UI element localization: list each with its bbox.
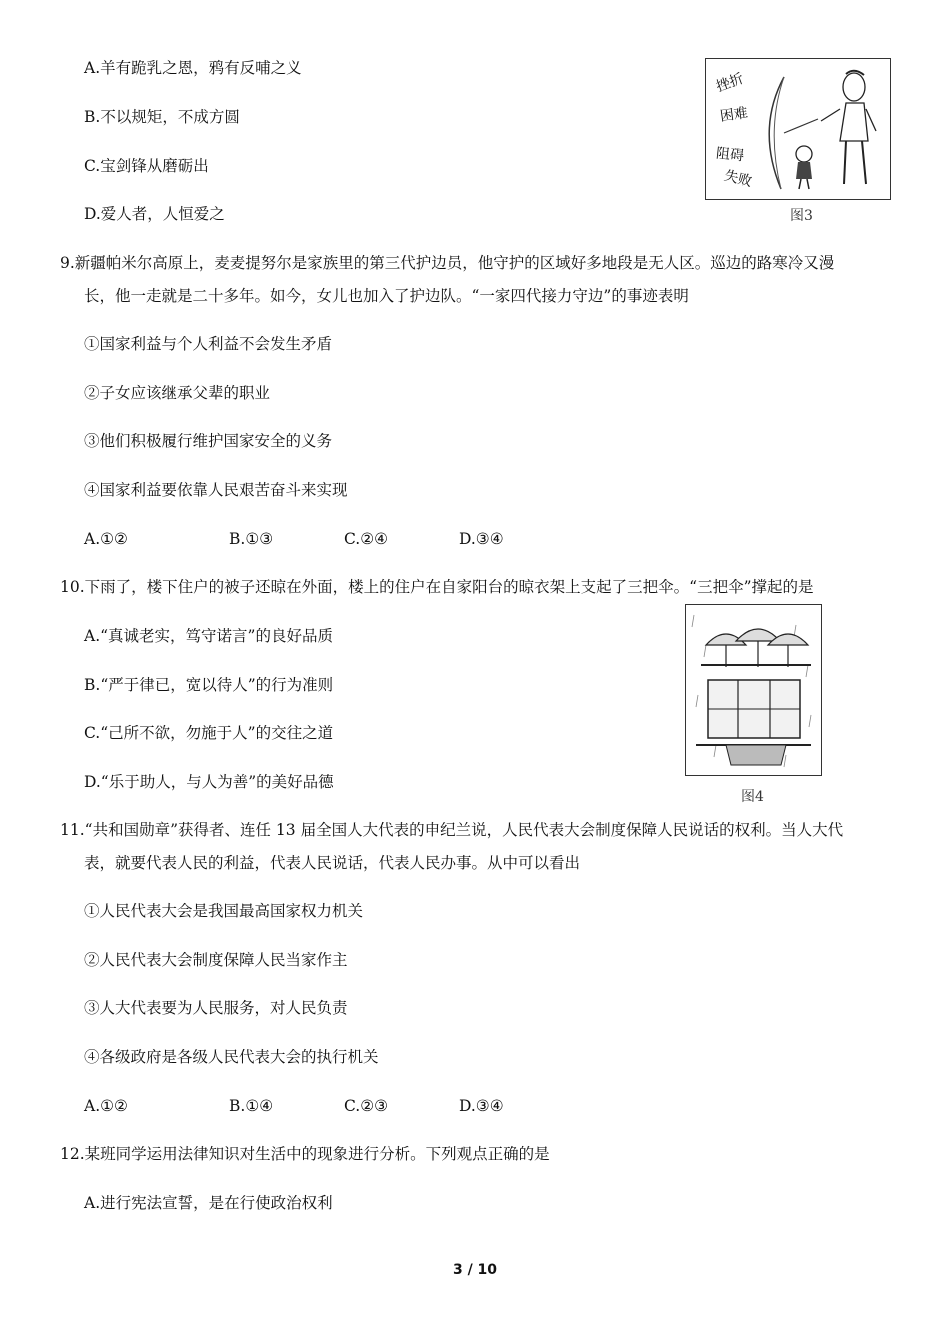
- figure-3-word-4: 失败: [722, 167, 754, 191]
- q11-item-2: ②人民代表大会制度保障人民当家作主: [84, 951, 348, 969]
- q8-option-c: C.宝剑锋从磨砺出: [84, 157, 209, 175]
- q11-item-3: ③人大代表要为人民服务，对人民负责: [84, 999, 348, 1017]
- figure-3-cartoon: [705, 58, 891, 200]
- q9-choice-b: B.①③: [229, 530, 274, 548]
- q11-choice-a: A.①②: [84, 1097, 128, 1115]
- q8-option-a: A.羊有跪乳之恩，鸦有反哺之义: [84, 59, 302, 77]
- q11-item-1: ①人民代表大会是我国最高国家权力机关: [84, 902, 364, 920]
- figure-3-word-1: 挫折: [714, 70, 746, 96]
- figure-3-word-2: 困难: [719, 105, 749, 125]
- q9-item-2: ②子女应该继承父辈的职业: [84, 384, 271, 402]
- figure-4-illustration: [685, 604, 822, 776]
- q8-option-b: B.不以规矩，不成方圆: [84, 108, 240, 126]
- q10-option-d: D.“乐于助人，与人为善”的美好品德: [84, 773, 334, 791]
- figure-4-caption: 图4: [741, 789, 764, 805]
- q9-item-1: ①国家利益与个人利益不会发生矛盾: [84, 335, 333, 353]
- q11-item-4: ④各级政府是各级人民代表大会的执行机关: [84, 1048, 379, 1066]
- q11-choice-c: C.②③: [344, 1097, 389, 1115]
- q8-option-d: D.爱人者，人恒爱之: [84, 205, 225, 223]
- q11-choice-d: D.③④: [459, 1097, 504, 1115]
- q9-stem-line1: 9.新疆帕米尔高原上，麦麦提努尔是家族里的第三代护边员，他守护的区域好多地段是无人区。巡边的路寒冷又漫: [60, 254, 835, 272]
- q11-stem-line1: 11.“共和国勋章”获得者、连任 13 届全国人大代表的申纪兰说，人民代表大会制度保障人民说话的权利。当人大代: [60, 821, 844, 839]
- umbrellas-balcony-illustration: [686, 605, 821, 775]
- figure-3-caption: 图3: [790, 208, 813, 224]
- q9-item-3: ③他们积极履行维护国家安全的义务: [84, 432, 333, 450]
- q9-choice-a: A.①②: [84, 530, 128, 548]
- q10-option-a: A.“真诚老实，笃守诺言”的良好品质: [84, 627, 333, 645]
- q9-item-4: ④国家利益要依靠人民艰苦奋斗来实现: [84, 481, 348, 499]
- q9-choice-c: C.②④: [344, 530, 389, 548]
- q12-option-a: A.进行宪法宣誓，是在行使政治权利: [84, 1194, 333, 1212]
- q10-option-c: C.“己所不欲，勿施于人”的交往之道: [84, 724, 334, 742]
- q10-option-b: B.“严于律已，宽以待人”的行为准则: [84, 676, 334, 694]
- q11-stem-line2: 表，就要代表人民的利益，代表人民说话，代表人民办事。从中可以看出: [84, 854, 581, 872]
- figure-3-word-3: 阻碍: [715, 145, 745, 165]
- q12-stem: 12.某班同学运用法律知识对生活中的现象进行分析。下列观点正确的是: [60, 1145, 550, 1163]
- q10-stem: 10.下雨了，楼下住户的被子还晾在外面，楼上的住户在自家阳台的晾衣架上支起了三把伞。“三把伞”撑起的是: [60, 578, 814, 596]
- q9-choice-d: D.③④: [459, 530, 504, 548]
- q9-stem-line2: 长，他一走就是二十多年。如今，女儿也加入了护边队。“一家四代接力守边”的事迹表明: [84, 287, 689, 305]
- q11-choice-b: B.①④: [229, 1097, 274, 1115]
- page-number: 3 / 10: [452, 1262, 498, 1278]
